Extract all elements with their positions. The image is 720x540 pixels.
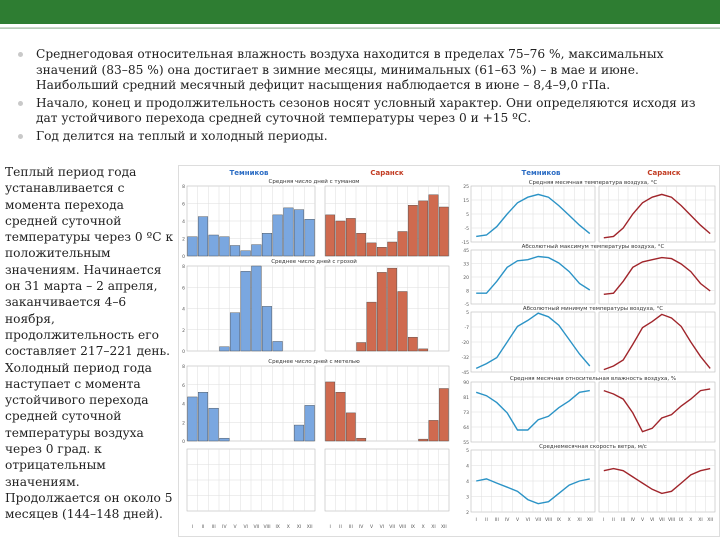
bar — [305, 219, 315, 256]
x-tick-label: XI — [698, 518, 703, 523]
y-tick-label: -32 — [461, 356, 469, 361]
x-tick-label: VIII — [398, 525, 407, 530]
bullet-dot-icon — [18, 101, 23, 106]
bar — [388, 268, 397, 351]
bar — [188, 397, 198, 441]
x-tick-label: X — [567, 518, 571, 523]
y-tick-label: 6 — [182, 383, 185, 389]
y-tick-label: 90 — [463, 381, 469, 386]
x-tick-label: VIII — [544, 518, 553, 523]
y-tick-label: 81 — [463, 396, 469, 401]
bar — [252, 266, 262, 351]
bar-chart-title: Среднее число дней с метелью — [268, 359, 360, 365]
line-chart-title: Абсолютный минимум температуры воздуха, °С — [522, 306, 664, 312]
x-tick-label: XII — [306, 525, 313, 530]
x-tick-label: IV — [358, 525, 364, 530]
x-tick-label: IX — [678, 518, 684, 523]
bar-chart-title: Среднее число дней с грозой — [271, 259, 357, 265]
bar — [284, 208, 294, 256]
y-tick-label: 6 — [182, 286, 185, 292]
bullet-list — [18, 47, 708, 146]
x-tick-label: V — [640, 518, 645, 523]
station-label-saransk: Саранск — [370, 169, 404, 177]
bar — [220, 438, 230, 441]
y-tick-label: 4 — [182, 307, 185, 313]
y-tick-label: 4 — [182, 220, 185, 225]
bar — [262, 233, 272, 256]
y-tick-label: 2 — [182, 237, 185, 243]
bar-chart-title: Средняя число дней с туманом — [268, 179, 360, 185]
y-tick-label: 55 — [463, 441, 469, 446]
bullet-dot-icon — [18, 134, 23, 139]
y-tick-label: 5 — [466, 213, 469, 218]
bar — [357, 438, 366, 441]
x-tick-label: IX — [556, 518, 562, 523]
bar — [209, 235, 219, 256]
x-tick-label: III — [621, 518, 626, 523]
y-tick-label: -15 — [461, 241, 469, 246]
y-tick-label: 0 — [182, 350, 185, 355]
y-tick-label: 4 — [466, 464, 469, 470]
y-tick-label: 8 — [182, 265, 185, 270]
bar — [336, 221, 345, 256]
y-tick-label: 33 — [463, 262, 469, 268]
bar — [377, 247, 386, 256]
periods-text: Теплый период года устанавливается с момента перехода средней суточной температуры через 0 ºС к положительным значениям. Начинается он 31 марта – 2 апреля, заканчивается 4–6 ноября, продолжительность его составляет 217–221 день. Холодный период года наступает с момента устойчивого перехода средней суточной температуры воздуха через 0 град. к отрицательным значениям. Продолжается он около 5 месяцев (144–148 дней). — [5, 165, 174, 522]
line-chart-title: Средняя месячная температура воздуха, °С — [528, 180, 658, 186]
bullet-text: Год делится на теплый и холодный периоды. — [36, 128, 328, 143]
bar — [367, 243, 376, 256]
bar — [367, 302, 376, 351]
bar — [198, 392, 208, 441]
bar — [398, 292, 407, 352]
y-tick-label: 2 — [466, 511, 469, 516]
bar — [326, 382, 335, 441]
climate-figure — [178, 165, 720, 537]
x-tick-label: V — [233, 525, 237, 530]
x-tick-label: II — [612, 518, 615, 523]
x-tick-label: VIII — [263, 525, 271, 530]
y-tick-label: 64 — [463, 426, 469, 431]
y-tick-label: 6 — [182, 202, 185, 208]
bar — [346, 413, 355, 441]
bar — [188, 237, 198, 256]
station-label-temnikov: Темников — [229, 169, 269, 177]
y-tick-label: 8 — [466, 289, 469, 295]
bar — [419, 349, 428, 351]
x-tick-label: VI — [649, 518, 655, 523]
title-bar-divider — [0, 27, 720, 28]
line-chart-title: Средняя месячная относительная влажность воздуха, % — [509, 376, 677, 382]
bar — [241, 251, 251, 256]
x-tick-label: VI — [243, 525, 248, 530]
x-tick-label: XII — [586, 518, 593, 523]
bar — [273, 215, 283, 256]
bar — [419, 201, 428, 256]
y-tick-label: -45 — [461, 371, 469, 376]
bullet-item — [18, 129, 708, 145]
x-tick-label: XI — [431, 525, 436, 530]
bar — [273, 341, 283, 351]
bar — [357, 343, 366, 352]
bar — [305, 405, 315, 441]
y-tick-label: -5 — [464, 303, 469, 308]
bullet-text: Среднегодовая относительная влажность воздуха находится в пределах 75–76 %, максимальных значений (83–85 %) она достигает в зимние месяцы, минимальных (61–63 %) – в мае и июне. Наибольший средний месячный дефицит насыщения наблюдается в июне – 8,4–9,0 гПа. — [36, 47, 664, 92]
line-chart-title: Среднемесячная скорость ветра, м/с — [539, 444, 647, 450]
x-tick-label: VII — [253, 525, 260, 530]
x-tick-label: III — [494, 518, 499, 523]
x-tick-label: IX — [275, 525, 280, 530]
x-tick-label: XI — [296, 525, 302, 530]
bar — [439, 389, 448, 442]
bar — [388, 242, 397, 256]
x-tick-label: VI — [379, 525, 385, 530]
station-label-temnikov: Темников — [521, 169, 561, 177]
climate-figure-svg — [179, 166, 719, 536]
y-tick-label: 4 — [466, 480, 469, 485]
y-tick-label: -5 — [464, 227, 469, 232]
y-tick-label: -7 — [464, 326, 469, 331]
bar — [377, 272, 386, 351]
x-tick-label: III — [348, 525, 353, 530]
bar — [262, 306, 272, 351]
bar — [408, 205, 417, 256]
y-tick-label: 0 — [182, 255, 185, 260]
x-tick-label: I — [475, 518, 477, 523]
x-tick-label: III — [211, 525, 216, 530]
x-tick-label: IV — [630, 518, 636, 523]
x-tick-label: XII — [707, 518, 714, 523]
bar — [429, 195, 438, 256]
bar — [336, 392, 345, 441]
bar — [439, 207, 448, 256]
bullet-dot-icon — [18, 52, 23, 57]
x-tick-label: VI — [525, 518, 531, 523]
title-bar — [0, 0, 720, 27]
y-tick-label: 0 — [182, 440, 185, 445]
station-label-saransk: Саранск — [647, 169, 681, 177]
bar — [398, 232, 407, 257]
x-tick-label: V — [369, 525, 374, 530]
x-tick-label: II — [485, 518, 488, 523]
x-tick-label: I — [603, 518, 605, 523]
y-tick-label: 5 — [466, 311, 469, 316]
line-chart-title: Абсолютный максимум температуры воздуха, °С — [521, 244, 665, 250]
x-tick-label: IX — [410, 525, 416, 530]
x-tick-label: V — [515, 518, 520, 523]
x-tick-label: X — [286, 525, 290, 530]
bullet-text: Начало, конец и продолжительность сезонов носят условный характер. Они определяются исходя из дат устойчивого перехода средней суточной температуры через 0 и +15 ºС. — [36, 95, 696, 125]
bar — [294, 425, 304, 441]
bar — [408, 337, 417, 351]
x-tick-label: X — [689, 518, 693, 523]
x-tick-label: VII — [389, 525, 396, 530]
y-tick-label: 8 — [182, 365, 185, 370]
x-tick-label: X — [421, 525, 425, 530]
x-tick-label: II — [201, 525, 205, 530]
x-tick-label: XI — [577, 518, 582, 523]
bar — [198, 217, 208, 256]
x-tick-label: I — [329, 525, 331, 530]
y-tick-label: -20 — [461, 341, 469, 346]
bar — [326, 215, 335, 256]
x-tick-label: I — [191, 525, 193, 530]
x-tick-label: II — [339, 525, 342, 530]
y-tick-label: 73 — [463, 411, 469, 416]
bar — [357, 233, 366, 256]
bar — [419, 439, 428, 441]
bar — [346, 218, 355, 256]
x-tick-label: VII — [658, 518, 665, 523]
x-tick-label: IV — [504, 518, 510, 523]
bar — [241, 271, 251, 351]
bar — [230, 246, 240, 257]
bullet-item — [18, 96, 708, 127]
y-tick-label: 15 — [463, 199, 469, 204]
bar — [252, 245, 262, 256]
bar — [230, 313, 240, 351]
y-tick-label: 5 — [466, 449, 469, 454]
y-tick-label: 20 — [463, 276, 469, 281]
y-tick-label: 8 — [182, 185, 185, 190]
y-tick-label: 2 — [182, 421, 185, 427]
y-tick-label: 25 — [463, 185, 469, 190]
y-tick-label: 2 — [182, 328, 185, 334]
x-tick-label: XII — [440, 525, 447, 530]
bar — [220, 237, 230, 256]
y-tick-label: 4 — [182, 402, 185, 408]
bar — [429, 420, 438, 441]
bar — [294, 210, 304, 256]
y-tick-label: 3 — [466, 495, 469, 501]
bullet-item — [18, 47, 708, 94]
x-tick-label: VII — [535, 518, 542, 523]
bar — [209, 408, 219, 441]
x-tick-label: VIII — [667, 518, 676, 523]
bar — [220, 347, 230, 351]
x-tick-label: IV — [222, 525, 227, 530]
y-tick-label: 45 — [463, 249, 469, 254]
